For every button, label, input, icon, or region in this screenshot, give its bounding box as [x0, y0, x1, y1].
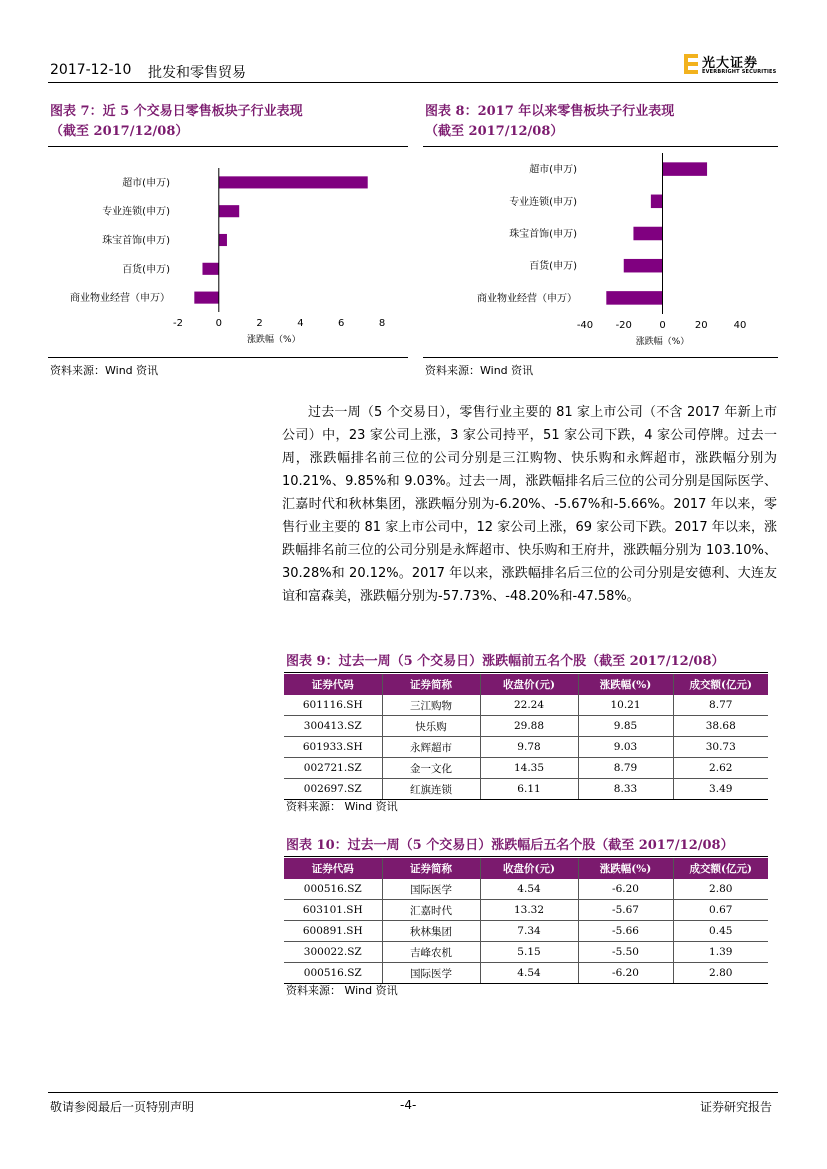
category-label: 商业物业经营（申万） — [70, 293, 170, 305]
table-cell: 300022.SZ — [284, 942, 382, 963]
table-cell: 红旗连锁 — [382, 779, 480, 800]
table-cell: 30.73 — [673, 737, 768, 758]
bar — [633, 227, 662, 241]
table-cell: 9.85 — [578, 716, 673, 737]
table-row — [284, 695, 768, 716]
table-cell: 2.80 — [673, 963, 768, 984]
table9-title: 图表 9：过去一周（5 个交易日）涨跌幅前五名个股（截至 2017/12/08） — [286, 654, 725, 669]
table-cell: 吉峰农机 — [382, 942, 480, 963]
fig8-chart — [423, 150, 779, 355]
x-tick-label: 2 — [256, 318, 263, 329]
bar — [219, 176, 368, 188]
x-tick-label: -20 — [615, 320, 632, 331]
fig8-title — [425, 102, 674, 142]
table-row — [284, 942, 768, 963]
table-cell: 秋林集团 — [382, 921, 480, 942]
x-tick-label: 0 — [215, 318, 222, 329]
table-cell: 汇嘉时代 — [382, 900, 480, 921]
table-cell: 4.54 — [480, 879, 578, 900]
bar — [202, 263, 218, 275]
body-paragraph: 过去一周（5 个交易日），零售行业主要的 81 家上市公司（不含 2017 年新上市公司）中，23 家公司上涨，3 家公司持平，51 家公司下跌，4 家公司停牌。过去一周，涨跌幅排名前三位的公司分别是三江购物、快乐购和永辉超市，涨跌幅分别为 10.21%、9.85%和 9.03%。过去一周，涨跌幅排名后三位的公司分别是国际医学、汇嘉时代和秋林集团，涨跌幅分别为-6.20%、-5.67%和-5.66%。2017 年以来，零售行业主要的 81 家上市公司中，12 家公司上涨，69 家公司下跌。2017 年以来，涨跌幅排名前三位的公司分别是永辉超市、快乐购和王府井，涨跌幅分别为 103.10%、30.28%和 20.12%。2017 年以来，涨跌幅排名后三位的公司分别是安德利、大连友谊和富森美，涨跌幅分别为-57.73%、-48.20%和-47.58%。 — [282, 405, 777, 604]
footer-report-type: 证券研究报告 — [700, 1100, 773, 1114]
table-cell: 13.32 — [480, 900, 578, 921]
table-cell: 8.77 — [673, 695, 768, 716]
table-row — [284, 758, 768, 779]
bar — [663, 162, 708, 176]
table-cell: 永辉超市 — [382, 737, 480, 758]
fig8-bottom-rule — [423, 357, 778, 358]
table9 — [284, 674, 768, 800]
bar — [219, 205, 239, 217]
table10-title: 图表 10：过去一周（5 个交易日）涨跌幅后五名个股（截至 2017/12/08） — [286, 838, 734, 853]
category-label: 百货(申万) — [122, 264, 170, 276]
table-cell: 14.35 — [480, 758, 578, 779]
table-row — [284, 716, 768, 737]
logo-name-cn: 光大证券 — [702, 56, 759, 71]
fig8-top-rule — [423, 146, 778, 147]
category-label: 超市(申万) — [529, 164, 577, 176]
table10-header-code: 证券代码 — [284, 858, 382, 879]
table9-header-code: 证券代码 — [284, 674, 382, 695]
table-cell: 三江购物 — [382, 695, 480, 716]
table-cell: 601933.SH — [284, 737, 382, 758]
x-tick-label: 4 — [297, 318, 304, 329]
bar — [219, 234, 227, 246]
logo-name-en: EVERBRIGHT SECURITIES — [702, 69, 777, 75]
footer-divider — [48, 1092, 778, 1093]
table-cell: 10.21 — [578, 695, 673, 716]
table-cell: 2.62 — [673, 758, 768, 779]
fig7-title-line2: （截至 2017/12/08） — [50, 124, 189, 139]
fig7-title — [50, 102, 303, 142]
fig8-title-line2: （截至 2017/12/08） — [425, 124, 564, 139]
x-tick-label: 6 — [338, 318, 345, 329]
table-cell: 快乐购 — [382, 716, 480, 737]
table-cell: 38.68 — [673, 716, 768, 737]
page-number: -4- — [400, 1098, 417, 1112]
table-cell: -5.50 — [578, 942, 673, 963]
table-cell: 300413.SZ — [284, 716, 382, 737]
table-cell: 9.78 — [480, 737, 578, 758]
table-row — [284, 737, 768, 758]
table-cell: 000516.SZ — [284, 963, 382, 984]
fig7-bottom-rule — [48, 357, 408, 358]
table-cell: 0.45 — [673, 921, 768, 942]
table-cell: 国际医学 — [382, 879, 480, 900]
table-cell: 7.34 — [480, 921, 578, 942]
table9-header-turnover: 成交额(亿元) — [673, 674, 768, 695]
table-cell: 22.24 — [480, 695, 578, 716]
table-cell: 002697.SZ — [284, 779, 382, 800]
x-tick-label: -40 — [576, 320, 594, 331]
x-tick-label: 20 — [694, 320, 708, 331]
category-label: 专业连锁(申万) — [102, 206, 170, 218]
table-cell: 国际医学 — [382, 963, 480, 984]
table-cell: 600891.SH — [284, 921, 382, 942]
report-date: 2017-12-10 — [50, 62, 132, 78]
report-sector: 批发和零售贸易 — [148, 65, 246, 81]
fig7-title-line1: 图表 7：近 5 个交易日零售板块子行业表现 — [50, 104, 303, 119]
table9-source: 资料来源： Wind 资讯 — [286, 800, 398, 813]
table10-header-turnover: 成交额(亿元) — [673, 858, 768, 879]
x-tick-label: -2 — [173, 318, 183, 329]
table-cell: 金一文化 — [382, 758, 480, 779]
table10-header-close: 收盘价(元) — [480, 858, 578, 879]
table-cell: 601116.SH — [284, 695, 382, 716]
table-cell: -6.20 — [578, 963, 673, 984]
table-cell: -5.66 — [578, 921, 673, 942]
table-cell: 603101.SH — [284, 900, 382, 921]
x-tick-label: 40 — [733, 320, 747, 331]
table-cell: 000516.SZ — [284, 879, 382, 900]
table9-top-rule — [284, 672, 768, 673]
table-cell: 2.80 — [673, 879, 768, 900]
table-cell: 6.11 — [480, 779, 578, 800]
x-tick-label: 8 — [378, 318, 386, 329]
table-cell: 8.33 — [578, 779, 673, 800]
company-logo — [684, 52, 780, 78]
table-row — [284, 921, 768, 942]
fig7-top-rule — [48, 146, 408, 147]
table10-header-change: 涨跌幅(%) — [578, 858, 673, 879]
table9-header-close: 收盘价(元) — [480, 674, 578, 695]
table-cell: 29.88 — [480, 716, 578, 737]
table-cell: -5.67 — [578, 900, 673, 921]
table9-header-change: 涨跌幅(%) — [578, 674, 673, 695]
category-label: 专业连锁(申万) — [509, 196, 577, 208]
category-label: 商业物业经营（申万） — [477, 293, 577, 305]
x-tick-label: 0 — [659, 320, 666, 331]
table-row — [284, 879, 768, 900]
category-label: 珠宝首饰(申万) — [509, 229, 577, 240]
table-row — [284, 900, 768, 921]
fig7-chart — [48, 150, 410, 355]
fig8-source: 资料来源：Wind 资讯 — [425, 364, 534, 377]
table9-header-name: 证券简称 — [382, 674, 480, 695]
table10-top-rule — [284, 856, 768, 857]
logo-mark-icon — [684, 54, 698, 74]
bar — [651, 195, 663, 209]
table-cell: 3.49 — [673, 779, 768, 800]
bar — [606, 291, 662, 305]
table-cell: 9.03 — [578, 737, 673, 758]
table-cell: 0.67 — [673, 900, 768, 921]
table-cell: 5.15 — [480, 942, 578, 963]
x-axis-label: 涨跌幅（%） — [247, 335, 301, 345]
bar — [194, 292, 218, 304]
table-cell: -6.20 — [578, 879, 673, 900]
table10-header-name: 证券简称 — [382, 858, 480, 879]
table-cell: 8.79 — [578, 758, 673, 779]
table10 — [284, 858, 768, 984]
x-axis-label: 涨跌幅（%） — [635, 337, 690, 347]
category-label: 珠宝首饰(申万) — [102, 235, 170, 247]
table-row — [284, 963, 768, 984]
header-divider — [48, 82, 778, 83]
fig8-title-line1: 图表 8：2017 年以来零售板块子行业表现 — [425, 104, 675, 119]
bar — [624, 259, 663, 273]
fig7-source: 资料来源：Wind 资讯 — [50, 364, 159, 377]
footer-disclaimer: 敬请参阅最后一页特别声明 — [50, 1100, 195, 1114]
table-cell: 1.39 — [673, 942, 768, 963]
table-cell: 4.54 — [480, 963, 578, 984]
table10-source: 资料来源： Wind 资讯 — [286, 984, 398, 997]
table-row — [284, 779, 768, 800]
category-label: 百货(申万) — [529, 261, 577, 273]
category-label: 超市(申万) — [122, 177, 170, 189]
table-cell: 002721.SZ — [284, 758, 382, 779]
